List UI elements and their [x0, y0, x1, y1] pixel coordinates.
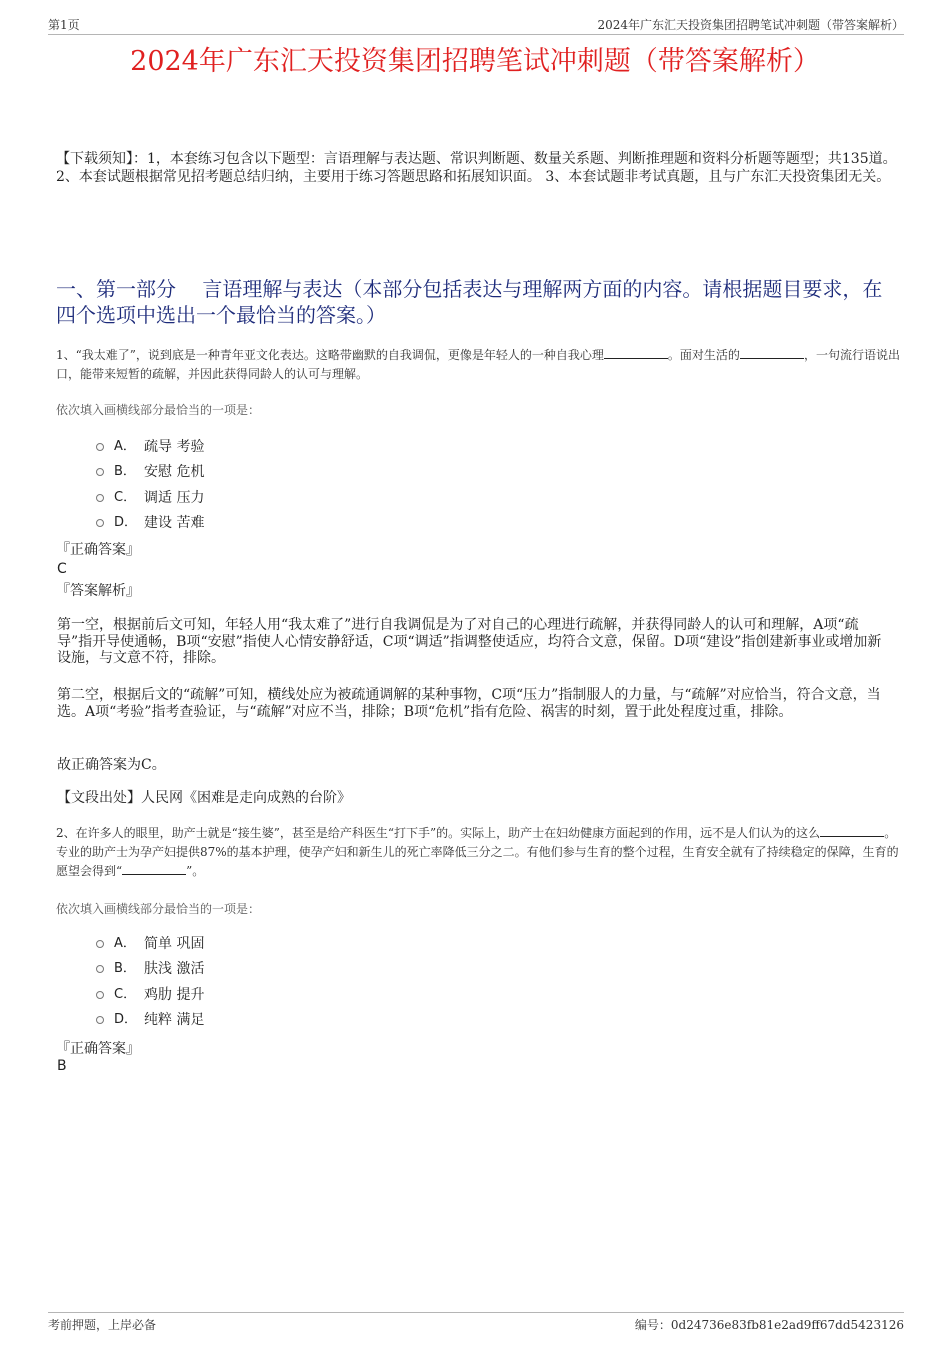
- option-d[interactable]: D． 纯粹 满足: [96, 1008, 204, 1034]
- analysis-paragraph-2: 第二空，根据后文的“疏解”可知，横线处应为被疏通调解的某种事物，C项“压力”指制服人的力量，与“疏解”对应恰当，符合文意，当选。A项“考验”指考查验证，与“疏解”对应不当，排除；B项“危机”指有危险、祸害的时刻，置于此处程度过重，排除。: [57, 687, 881, 720]
- fill-blank: [820, 824, 884, 837]
- radio-icon[interactable]: [96, 1016, 104, 1024]
- radio-icon[interactable]: [96, 991, 104, 999]
- option-b[interactable]: B． 肤浅 激活: [96, 957, 204, 983]
- analysis-label: 『答案解析』: [56, 583, 140, 599]
- answer-label: 『正确答案』: [56, 542, 140, 558]
- answer-value: B: [57, 1058, 67, 1074]
- answer-label: 『正确答案』: [56, 1041, 140, 1057]
- question-2-options: [96, 931, 204, 1033]
- page-footer: [48, 1312, 904, 1333]
- page-number: 第1页: [48, 18, 80, 32]
- radio-icon[interactable]: [96, 443, 104, 451]
- radio-icon[interactable]: [96, 494, 104, 502]
- question-2-prompt: 依次填入画横线部分最恰当的一项是：: [56, 902, 261, 916]
- analysis-conclusion: 故正确答案为C。: [57, 757, 166, 773]
- option-a[interactable]: A． 疏导 考验: [96, 434, 204, 460]
- section-title: 一、第一部分 言语理解与表达（本部分包括表达与理解两方面的内容。请根据题目要求，在四个选项中选出一个最恰当的答案。）: [56, 277, 883, 327]
- download-notice: 【下载须知】：1，本套练习包含以下题型：言语理解与表达题、常识判断题、数量关系题、判断推理题和资料分析题等题型；共135道。 2、本套试题根据常见招考题总结归纳，主要用于练习答题思路和拓展知识面。 3、本套试题非考试真题，且与广东汇天投资集团无关。: [56, 151, 897, 185]
- radio-icon[interactable]: [96, 468, 104, 476]
- text-source: 【文段出处】人民网《困难是走向成熟的台阶》: [57, 790, 351, 806]
- option-b[interactable]: B． 安慰 危机: [96, 460, 204, 486]
- footer-code: 编号：0d24736e83fb81e2ad9ff67dd5423126: [634, 1318, 904, 1332]
- option-c[interactable]: C． 调适 压力: [96, 485, 204, 511]
- footer-slogan: 考前押题，上岸必备: [48, 1318, 157, 1332]
- option-c[interactable]: C． 鸡肋 提升: [96, 982, 204, 1008]
- question-1-prompt: 依次填入画横线部分最恰当的一项是：: [56, 403, 261, 417]
- answer-value: C: [57, 561, 67, 577]
- analysis-paragraph-1: 第一空，根据前后文可知，年轻人用“我太难了”进行自我调侃是为了对自己的心理进行疏解，并获得同龄人的认可和理解，A项“疏导”指开导使通畅，B项“安慰”指使人心情安静舒适，C项“调适”指调整使适应，均符合文意，保留。D项“建设”指创建新事业或增加新设施，与文意不符，排除。: [57, 617, 882, 666]
- question-1-stem: 1、“我太难了”，说到底是一种青年亚文化表达。这略带幽默的自我调侃，更像是年轻人的一种自我心理 。面对生活的 ，一句流行语说出口，能带来短暂的疏解，并因此获得同龄人的认可与理解。: [56, 348, 900, 381]
- radio-icon[interactable]: [96, 940, 104, 948]
- radio-icon[interactable]: [96, 965, 104, 973]
- radio-icon[interactable]: [96, 519, 104, 527]
- page-header: [48, 14, 904, 35]
- option-d[interactable]: D． 建设 苦难: [96, 511, 204, 537]
- header-doc-title: 2024年广东汇天投资集团招聘笔试冲刺题（带答案解析）: [597, 18, 904, 32]
- question-2-stem: 2、在许多人的眼里，助产士就是“接生婆”，甚至是给产科医生“打下手”的。实际上，助产士在妇幼健康方面起到的作用，远不是人们认为的这么 。专业的助产士为孕产妇提供87%的基本护理，使孕产妇和新生儿的死亡率降低三分之二。有他们参与生育的整个过程，生育安全就有了持续稳定的保障，生育的愿望会得到“ ”。: [56, 826, 899, 878]
- fill-blank: [740, 346, 804, 359]
- fill-blank: [122, 862, 186, 875]
- option-a[interactable]: A． 简单 巩固: [96, 931, 204, 957]
- question-1-options: [96, 434, 204, 536]
- document-title: 2024年广东汇天投资集团招聘笔试冲刺题（带答案解析）: [130, 46, 820, 77]
- fill-blank: [604, 346, 668, 359]
